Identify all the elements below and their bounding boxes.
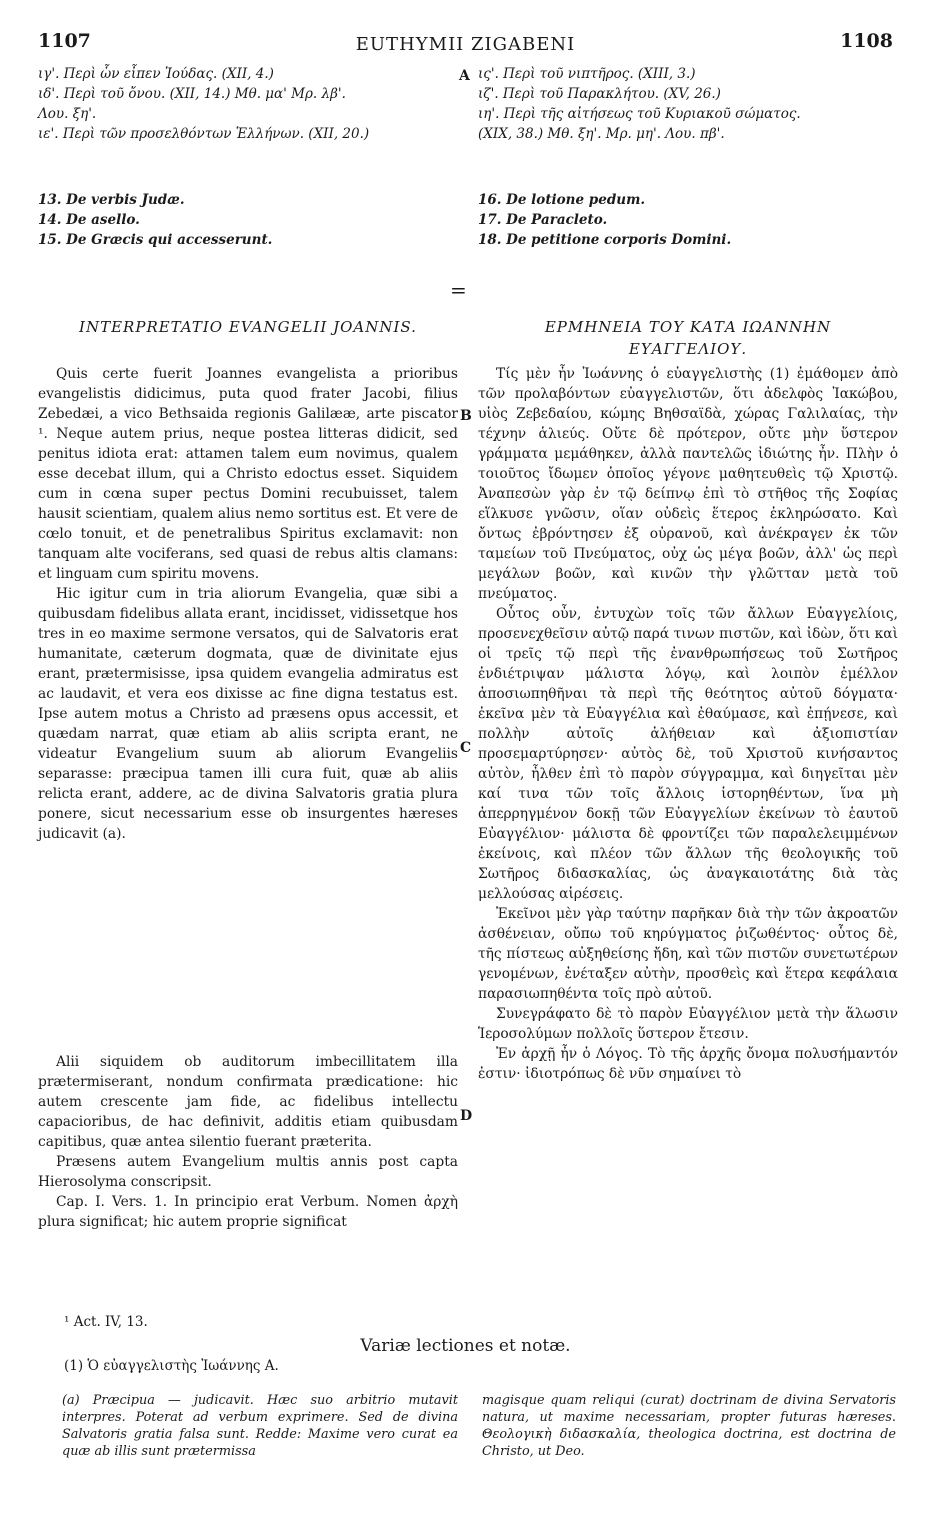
toc-right — [478, 64, 898, 144]
greek-paragraph: Τίς μὲν ἦν Ἰωάννης ὁ εὐαγγελιστὴς (1) ἐμάθομεν ἀπὸ τῶν προλαβόντων εὐαγγελιστῶν, ὅτι ἀδελφὸς Ἰακώβου, υἱὸς Ζεβεδαίου, κώμης Βηθσαϊδὰ, χώρας Γαλιλαίας, τὴν τέχνην ἁλιεύς. Οὔτε δὲ πρότερον, οὔτε μὴν ὕστερον γράμματα μεμάθηκεν, ἀλλὰ παντελῶς ἰδιώτης ἦν. Πλὴν ὁ τοιοῦτος ἴδωμεν ὁποῖος γέγονε μαθητευθεὶς τῷ Χριστῷ. Ἀναπεσὼν γὰρ ἐν τῷ δείπνῳ ἐπὶ τὸ στῆθος τῆς Σοφίας εἵλκυσε γνῶσιν, οἵαν οὐδεὶς ἕτερος ἐκληρώσατο. Καὶ ὄντως ἐβρόντησεν ἐξ οὐρανοῦ, καὶ ἀνέκραγεν ἐκ τῶν ταμείων τοῦ Πνεύματος, οὐχ ὡς μέγα βοῶν, ἀλλ' ὡς περὶ μεγάλων βοῶν, καὶ κινῶν τὴν γλῶτταν μετὰ τοῦ πνεύματος. — [478, 366, 898, 602]
latin-list-item: 17. De Paracleto. — [478, 212, 608, 228]
greek-title-line: ΕΡΜΗΝΕΙΑ ΤΟΥ ΚΑΤΑ ΙΩΑΝΝΗΝ — [544, 318, 832, 336]
greek-paragraph: Συνεγράφατο δὲ τὸ παρὸν Εὐαγγέλιον μετὰ τὴν ἅλωσιν Ἱεροσολύμων πολλοῖς ὕστερον ἔτεσιν. — [478, 1006, 898, 1042]
margin-letter-a: A — [459, 68, 470, 84]
variae-lectiones-heading: Variæ lectiones et notæ. — [360, 1336, 571, 1356]
note-right — [482, 1392, 896, 1460]
latin-section-title: INTERPRETATIO EVANGELII JOANNIS. — [79, 318, 417, 336]
toc-entry: ιε'. Περὶ τῶν προσελθόντων Ἑλλήνων. (XII, 20.) — [38, 126, 370, 142]
latin-paragraph: Quis certe fuerit Joannes evangelista a prioribus evangelistis didicimus, puta quod frater Jacobi, filius Zebedæi, a vico Bethsaida regionis Galilææ, arte piscator ¹. Neque autem prius, neque postea litteras didicit, sed penitus idiota erat: attamen talem eum novimus, qualem esse decebat illum, qui a Christo edoctus esset. Siquidem cum in cœna super pectus Domini recubuisset, talem hausit scientiam, qualem alius nemo sortitus est. Et vere de cœlo tonuit, et de penetralibus Spiritus exclamavit: non tanquam alte vociferans, sed quasi de rebus altis clamans: et linguam cum spiritu movens. — [38, 366, 458, 582]
latin-paragraph: Præsens autem Evangelium multis annis post capta Hierosolyma conscripsit. — [38, 1154, 458, 1190]
toc-entry: ιδ'. Περὶ τοῦ ὄνου. (XII, 14.) Μθ. μα' Μρ. λβ'. — [38, 86, 346, 102]
margin-letter-b: B — [460, 408, 472, 424]
section-divider: = — [450, 278, 467, 302]
latin-list-item: 18. De petitione corporis Domini. — [478, 232, 732, 248]
latin-column-lower — [38, 1052, 458, 1232]
latin-list-item: 13. De verbis Judæ. — [38, 192, 185, 208]
note-text: magisque quam reliqui (curat) doctrinam de divina Servatoris natura, ut maxime necessariam, propter futuras hæreses. Θεολογικὴ διδασκαλία, theologica doctrina, est doctrina de Christo, ut Deo. — [482, 1393, 896, 1459]
latin-paragraph: Hic igitur cum in tria aliorum Evangelia, quæ sibi a quibusdam fidelibus allata erant, incidisset, vidissetque hos tres in eo maxime sermone versatos, qui de Salvatoris erat humanitate, cæterum dogmata, quæ de divinitate ejus erant, prætermisisse, ipsa quidem evangelia admiratus est ac laudavit, et vera eos dixisse ac fine digna testatus est. Ipse autem motus a Christo ad præsens opus accessit, et quædam narrat, quæ etiam ab aliis scripta erant, ne videatur Evangelium suum ab aliorum Evangeliis separasse: præcipua tamen illi cura fuit, quæ ab aliis relicta erant, addere, ac de divina Salvatoris gratia plura ponere, sicut necessarium esse ob insurgentes hæreses judicavit (a). — [38, 586, 458, 842]
greek-paragraph: Οὗτος οὖν, ἐντυχὼν τοῖς τῶν ἄλλων Εὐαγγελίοις, προσενεχθεῖσιν αὐτῷ παρά τινων πιστῶν, καὶ ἰδὼν, ὅτι καὶ οἱ τρεῖς τῷ περὶ τῆς ἐνανθρωπήσεως τοῦ Σωτῆρος ἐνδιέτριψαν μάλιστα λόγῳ, καὶ λοιπὸν ἐμέλλον ἀποσιωπηθῆναι τὰ περὶ τῆς θεότητος αὐτοῦ δόγματα· ἐκεῖνα μὲν τὰ Εὐαγγέλια καὶ ἐθαύμασε, καὶ ἐπῄνεσε, καὶ πολλὴν αὐτοῖς ἀλήθειαν καὶ ἀξιοπιστίαν προσεμαρτύρησεν· αὐτὸς δὲ, τοῦ Χριστοῦ κινήσαντος αὐτὸν, ἦλθεν ἐπὶ τὸ παρὸν σύγγραμμα, καὶ διηγεῖται μὲν καί τινα τῶν τοῖς ἄλλοις ἱστορηθέντων, ἵνα μὴ ἀπερρηγμένον δοκῇ τῶν Εὐαγγελίων ἐκείνων τὸ ἑαυτοῦ Εὐαγγέλιον· μάλιστα δὲ φροντίζει τῶν παραλελειμμένων ἐκείνοις, καὶ πλέον τῶν ἄλλων τῆς θεολογικῆς τοῦ Σωτῆρος διδασκαλίας, ὡς ἀναγκαιοτάτης διὰ τὰς μελλούσας αἱρέσεις. — [478, 606, 898, 902]
margin-letter-d: D — [460, 1108, 473, 1124]
greek-paragraph: Ἐν ἀρχῇ ἦν ὁ Λόγος. Τὸ τῆς ἀρχῆς ὄνομα πολυσήμαντόν ἐστιν· ἰδιοτρόπως δὲ νῦν σημαίνει τὸ — [478, 1046, 898, 1082]
greek-section-title — [478, 316, 898, 360]
latin-list-item: 15. De Græcis qui accesserunt. — [38, 232, 273, 248]
toc-entry: ιγ'. Περὶ ὧν εἶπεν Ἰούδας. (XII, 4.) — [38, 66, 274, 82]
greek-column — [478, 364, 898, 1084]
toc-entry: ιη'. Περὶ τῆς αἰτήσεως τοῦ Κυριακοῦ σώματος. — [478, 106, 801, 122]
toc-entry: ις'. Περὶ τοῦ νιπτῆρος. (XIII, 3.) — [478, 66, 696, 82]
latin-list-item: 14. De asello. — [38, 212, 140, 228]
toc-left — [38, 64, 458, 144]
greek-paragraph: Ἐκεῖνοι μὲν γὰρ ταύτην παρῆκαν διὰ τὴν τῶν ἀκροατῶν ἀσθένειαν, οὔπω τοῦ κηρύγματος ῥιζωθέντος· οὗτος δὲ, τῆς πίστεως αὐξηθείσης ἤδη, καὶ τῶν πιστῶν συνετωτέρων γενομένων, ἐνέταξεν αὐτὴν, προσθεὶς καὶ ἕτερα κεφάλαια παρασιωπηθέντα τοῖς πρὸ αὐτοῦ. — [478, 906, 898, 1002]
latin-list-right — [478, 190, 898, 250]
page-number-right: 1108 — [840, 30, 893, 52]
latin-paragraph: Alii siquidem ob auditorum imbecillitatem illa prætermiserant, nondum confirmata prædicatione: hic autem crescente jam fide, ac fidelibus intellectu capacioribus, de hac definivit, additis etiam quibusdam capitibus, quæ antea silentio fuerant præterita. — [38, 1054, 458, 1150]
toc-entry: (XIX, 38.) Μθ. ξη'. Μρ. μη'. Λου. πβ'. — [478, 126, 725, 142]
note-left — [62, 1392, 458, 1460]
latin-list-left — [38, 190, 458, 250]
running-title: EUTHYMII ZIGABENI — [355, 34, 576, 55]
page-number-left: 1107 — [38, 30, 91, 52]
variant-reading: (1) Ὁ εὐαγγελιστὴς Ἰωάννης A. — [64, 1358, 279, 1374]
greek-title-line: ΕΥΑΓΓΕΛΙΟΥ. — [628, 340, 748, 358]
latin-list-item: 16. De lotione pedum. — [478, 192, 646, 208]
note-text: (a) Præcipua — judicavit. Hæc suo arbitrio mutavit interpres. Poterat ad verbum exprimere. Sed de divina Salvatoris gratia falsa sunt. Redde: Maxime vero curat ea quæ ab illis sunt prætermissa — [62, 1393, 458, 1459]
latin-paragraph: Cap. I. Vers. 1. In principio erat Verbum. Nomen ἀρχὴ plura significat; hic autem proprie significat — [38, 1194, 458, 1230]
margin-letter-c: C — [460, 740, 472, 756]
footnote-reference: ¹ Act. IV, 13. — [64, 1314, 148, 1330]
toc-entry: ιζ'. Περὶ τοῦ Παρακλήτου. (XV, 26.) — [478, 86, 721, 102]
latin-column — [38, 364, 458, 844]
toc-entry: Λου. ξη'. — [38, 106, 97, 122]
